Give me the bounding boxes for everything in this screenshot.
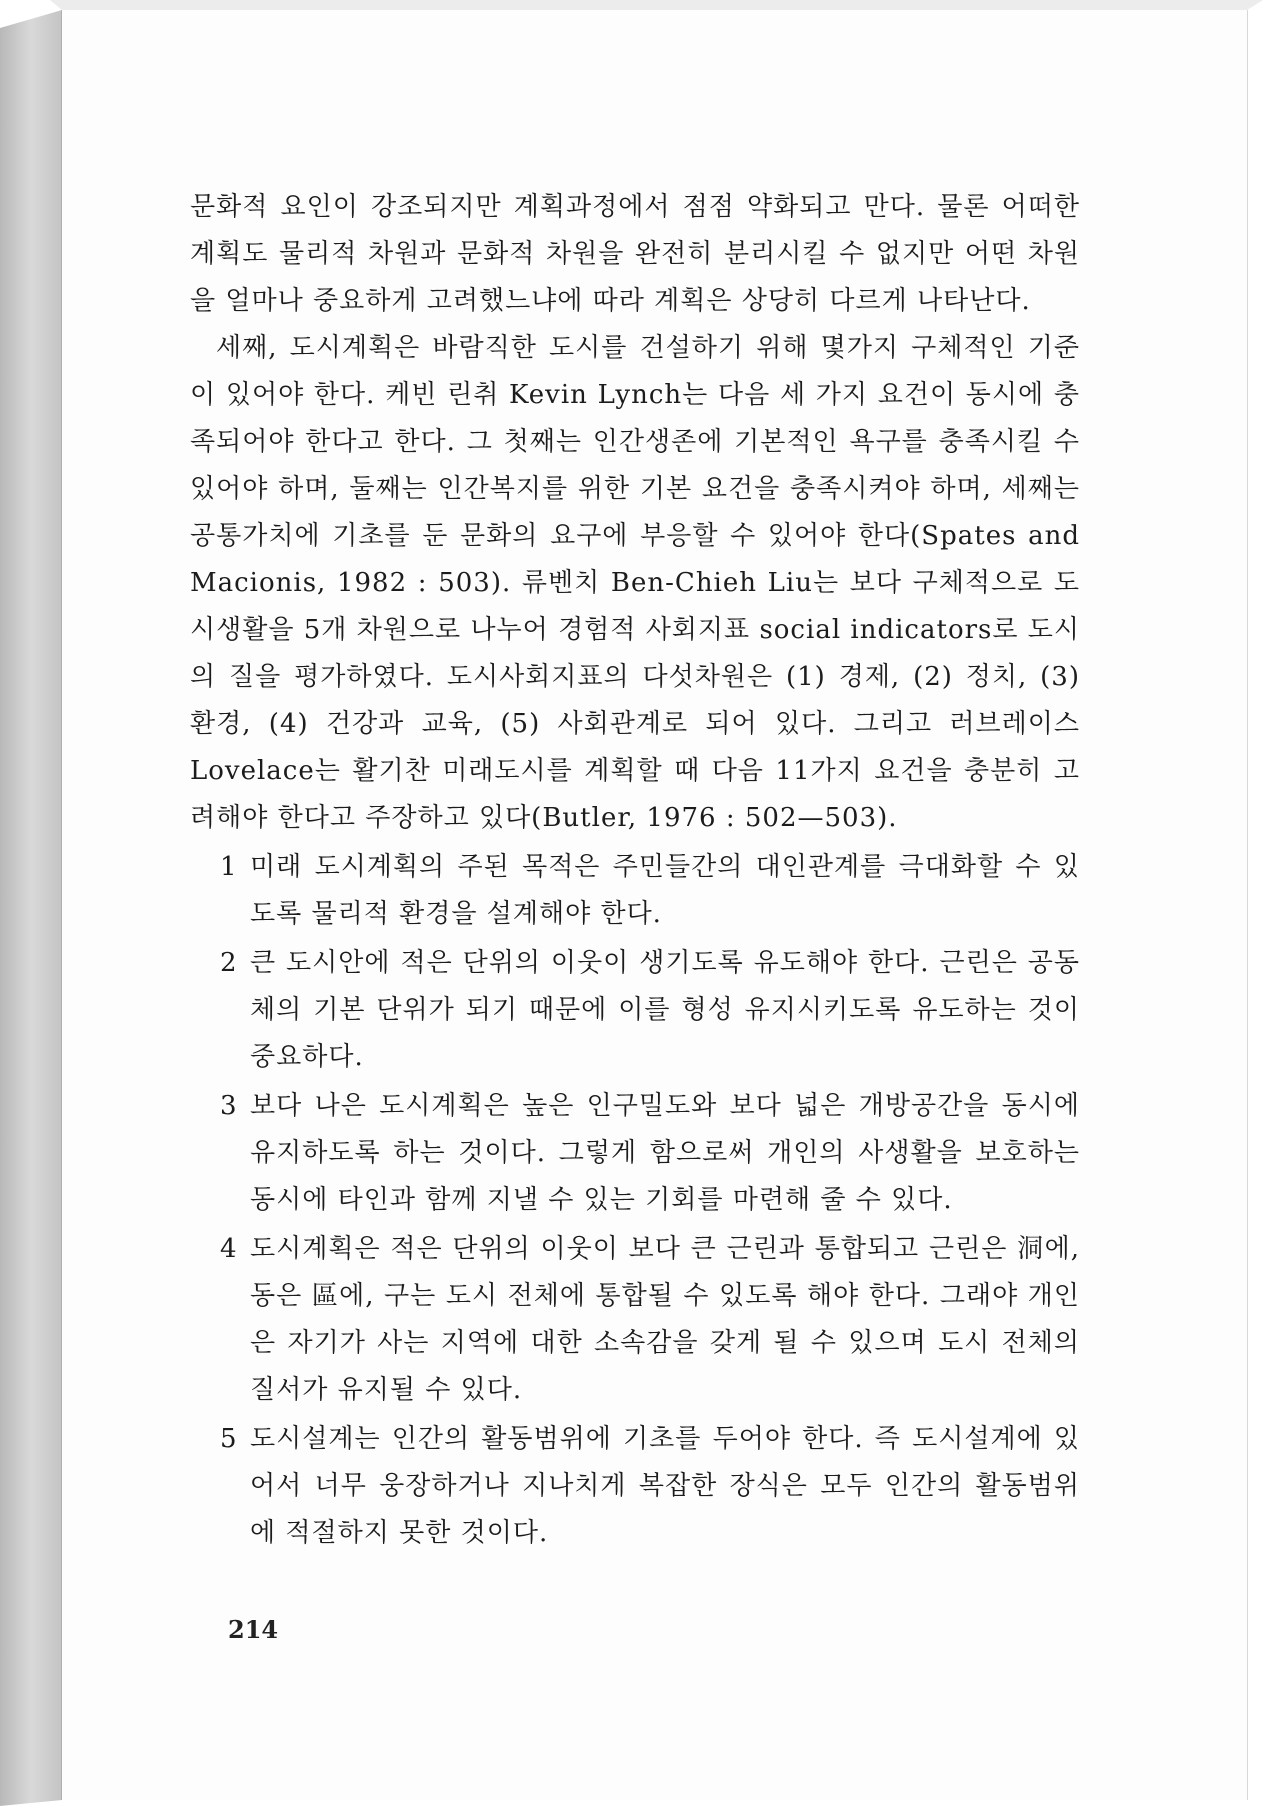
list-item-text: 도시설계는 인간의 활동범위에 기초를 두어야 한다. 즉 도시설계에 있어서 너무 웅장하거나 지나치게 복잡한 장식은 모두 인간의 활동범위에 적절하지 못한 것이다. [250,1424,1080,1548]
list-item-number: 2 [220,948,238,978]
list-item [190,1083,1080,1224]
page-number: 214 [228,1615,279,1644]
paragraph-2: 세째, 도시계획은 바람직한 도시를 건설하기 위해 몇가지 구체적인 기준이 있어야 한다. 케빈 린취 Kevin Lynch는 다음 세 가지 요건이 동시에 충족되어야 한다고 한다. 그 첫째는 인간생존에 기본적인 욕구를 충족시킬 수 있어야 하며, 둘째는 인간복지를 위한 기본 요건을 충족시켜야 하며, 세째는 공통가치에 기초를 둔 문화의 요구에 부응할 수 있어야 한다(Spates and Macionis, 1982 : 503). 류벤치 Ben-Chieh Liu는 보다 구체적으로 도시생활을 5개 차원으로 나누어 경험적 사회지표 social indicators로 도시의 질을 평가하였다. 도시사회지표의 다섯차원은 (1) 경제, (2) 정치, (3) 환경, (4) 건강과 교육, (5) 사회관계로 되어 있다. 그리고 러브레이스 Lovelace는 활기찬 미래도시를 계획할 때 다음 11가지 요건을 충분히 고려해야 한다고 주장하고 있다(Butler, 1976 : 502—503). [190,333,1080,833]
list-item-number: 5 [220,1424,238,1454]
list-item [190,940,1080,1081]
page-body [190,184,1080,1559]
list-item [190,1416,1080,1557]
requirements-list [190,844,1080,1557]
paragraph-1: 문화적 요인이 강조되지만 계획과정에서 점점 약화되고 만다. 물론 어떠한 계획도 물리적 차원과 문화적 차원을 완전히 분리시킬 수 없지만 어떤 차원을 얼마나 중요하게 고려했느냐에 따라 계획은 상당히 다르게 나타난다. [190,192,1080,316]
list-item-text: 보다 나은 도시계획은 높은 인구밀도와 보다 넓은 개방공간을 동시에 유지하도록 하는 것이다. 그렇게 함으로써 개인의 사생활을 보호하는 동시에 타인과 함께 지낼 수 있는 기회를 마련해 줄 수 있다. [250,1091,1080,1215]
list-item-text: 미래 도시계획의 주된 목적은 주민들간의 대인관계를 극대화할 수 있도록 물리적 환경을 설계해야 한다. [250,852,1080,929]
list-item [190,844,1080,938]
list-item-number: 1 [220,852,238,882]
list-item-text: 큰 도시안에 적은 단위의 이웃이 생기도록 유도해야 한다. 근린은 공동체의 기본 단위가 되기 때문에 이를 형성 유지시키도록 유도하는 것이 중요하다. [250,948,1080,1072]
list-item-number: 3 [220,1091,238,1121]
list-item-number: 4 [220,1234,238,1264]
list-item-text: 도시계획은 적은 단위의 이웃이 보다 큰 근린과 통합되고 근린은 洞에, 동은 區에, 구는 도시 전체에 통합될 수 있도록 해야 한다. 그래야 개인은 자기가 사는 지역에 대한 소속감을 갖게 될 수 있으며 도시 전체의 질서가 유지될 수 있다. [250,1234,1080,1405]
list-item [190,1226,1080,1414]
